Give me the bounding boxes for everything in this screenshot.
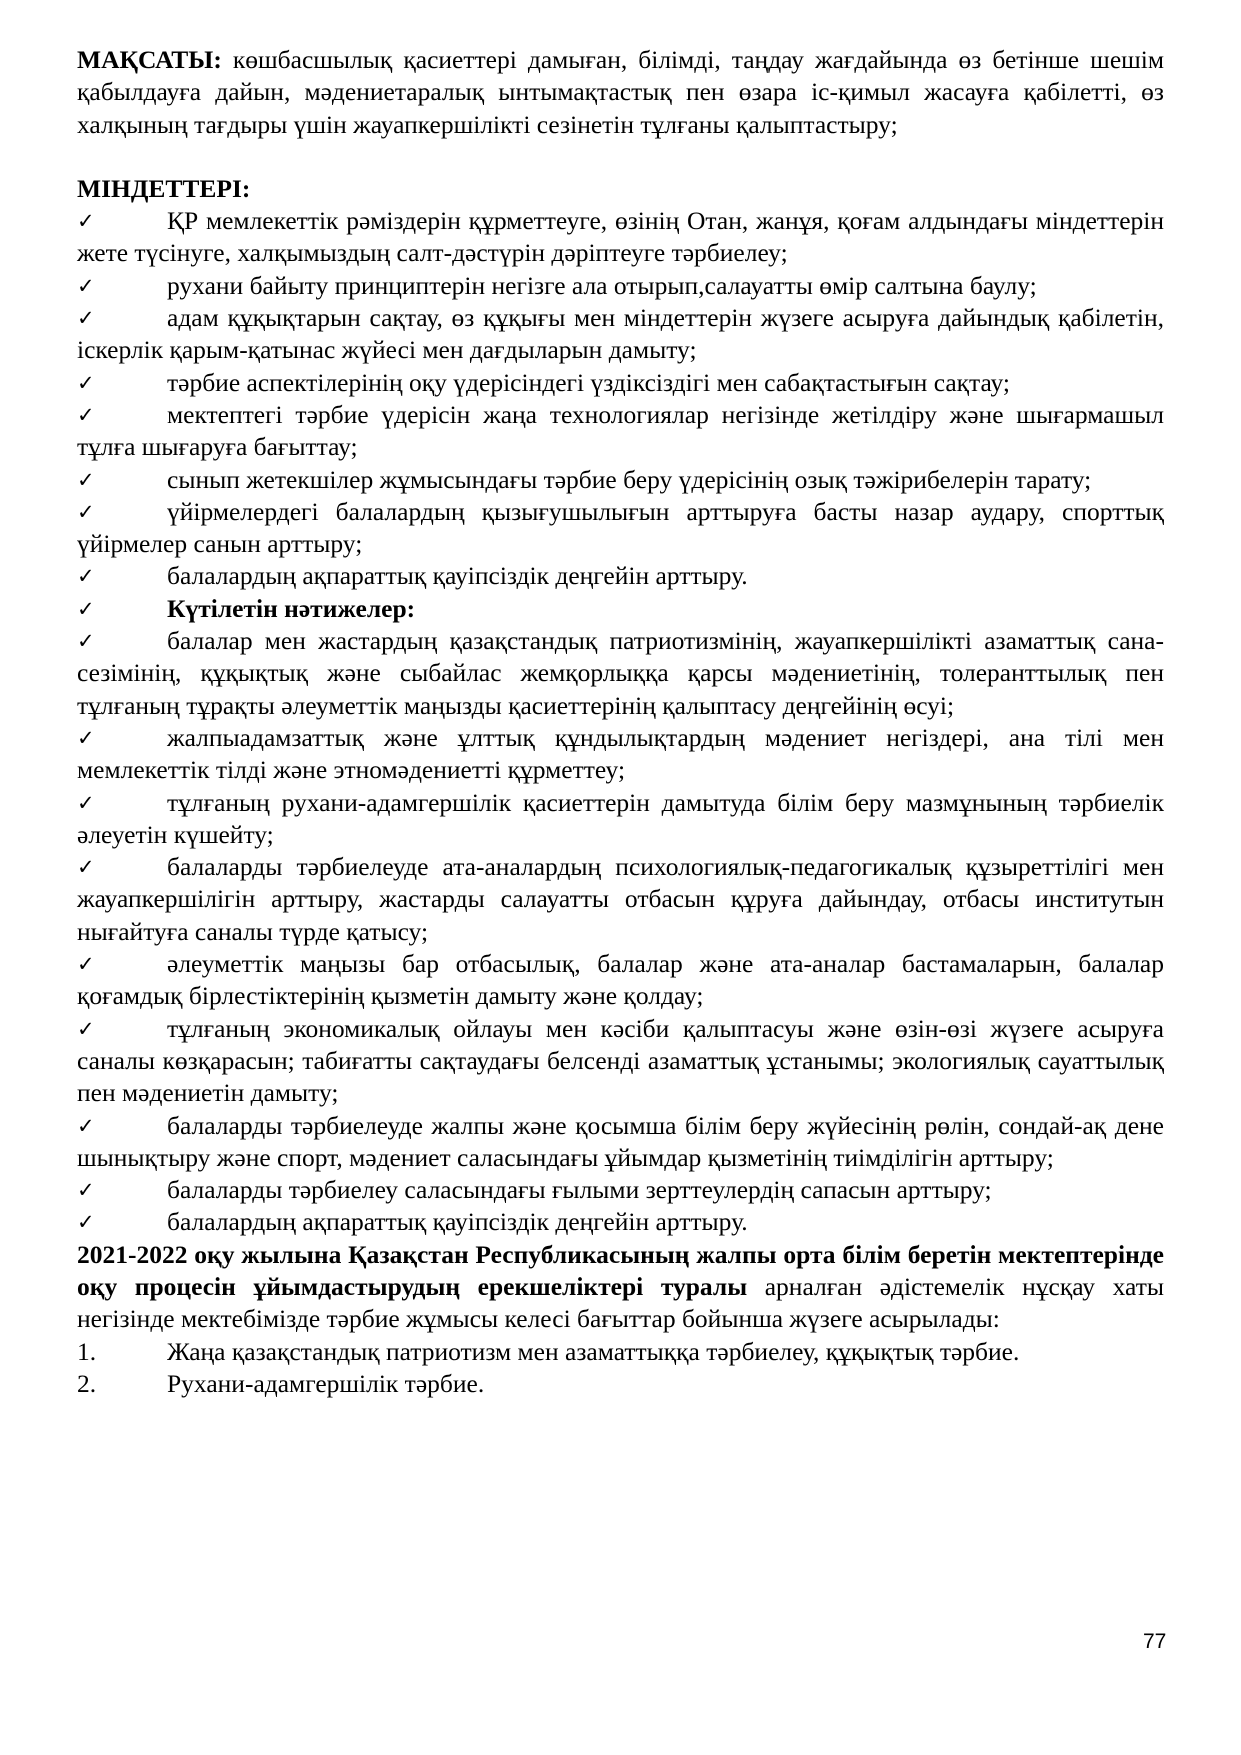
check-icon: ✓ [77, 467, 95, 492]
check-icon: ✓ [77, 725, 95, 750]
task-text: үйірмелердегі балалардың қызығушылығын арттыруға басты назар аудару, спорттық үйірмелер санын арттыру; [77, 496, 1164, 559]
check-icon: ✓ [77, 402, 95, 427]
task-item [77, 496, 1164, 561]
check-icon: ✓ [77, 1016, 95, 1041]
direction-number: 1. [77, 1336, 97, 1366]
check-icon: ✓ [77, 370, 95, 395]
closing-text: арналған әдістемелік нұсқау хаты негізінде мектебімізде тәрбие жұмысы келесі бағыттар бойынша жүзеге асырылады: [77, 1271, 1164, 1334]
direction-text: Жаңа қазақстандық патриотизм мен азаматтыққа тәрбиелеу, құқықтық тәрбие. [167, 1336, 1020, 1366]
task-text: балалардың ақпараттық қауіпсіздік деңгейін арттыру. [167, 1207, 748, 1237]
direction-number: 2. [77, 1368, 97, 1398]
task-text: тәрбие аспектілерінің оқу үдерісіндегі үздіксіздігі мен сабақтастығын сақтау; [167, 367, 1011, 397]
tasks-heading: МІНДЕТТЕРІ: [77, 173, 251, 203]
check-icon: ✓ [77, 306, 95, 331]
check-icon: ✓ [77, 790, 95, 815]
task-item [77, 851, 1164, 948]
direction-text: Рухани-адамгершілік тәрбие. [167, 1368, 485, 1398]
task-text: рухани байыту принциптерін негізге ала отырып,салауатты өмір салтына баулу; [167, 270, 1037, 300]
direction-item [77, 1368, 1164, 1400]
task-item [77, 787, 1164, 852]
task-text: балаларды тәрбиелеуде жалпы және қосымша білім беру жүйесінің рөлін, сондай-ақ дене шынықтыру және спорт, мәдениет саласындағы ұйымдар қызметінің тиімділігін арттыру; [77, 1110, 1164, 1172]
check-icon: ✓ [77, 1113, 95, 1138]
task-text: мектептегі тәрбие үдерісін жаңа технологиялар негізінде жетілдіру және шығармашыл тұлға шығаруға бағыттау; [77, 399, 1164, 462]
check-icon: ✓ [77, 629, 95, 654]
check-icon: ✓ [77, 1178, 95, 1203]
closing-bold-text: 2021-2022 оқу жылына Қазақстан Республикасының жалпы орта білім беретін мектептерінде оқу процесін ұйымдастырудың ерекшеліктері туралы [77, 1239, 1164, 1301]
task-item [77, 1174, 1164, 1206]
task-text: балаларды тәрбиелеу саласындағы ғылыми зерттеулердің сапасын арттыру; [167, 1175, 992, 1205]
task-text: балалардың ақпараттық қауіпсіздік деңгейін арттыру. [167, 561, 748, 591]
task-item [77, 1206, 1164, 1238]
check-icon: ✓ [77, 596, 95, 621]
task-text: балаларды тәрбиелеуде ата-аналардың психологиялық-педагогикалық құзыреттілігі мен жауапкершілігін арттыру, жастарды салауатты отбасын құруға дайындау, отбасы институтын нығайтуға саналы түрде қатысу; [77, 852, 1164, 946]
task-item [77, 205, 1164, 270]
task-item [77, 560, 1164, 592]
task-item [77, 1110, 1164, 1175]
check-icon: ✓ [77, 564, 95, 589]
document-page [77, 44, 1164, 1400]
check-icon: ✓ [77, 855, 95, 880]
task-item [77, 367, 1164, 399]
check-icon: ✓ [77, 209, 95, 234]
task-item [77, 270, 1164, 302]
task-text: балалар мен жастардың қазақстандық патриотизмінің, жауапкершілікті азаматтық сана-сезімінің, құқықтық және сыбайлас жемқорлыққа қарсы мәдениетінің, толеранттылық пен тұлғаның тұрақты әлеуметтік маңызды қасиеттерінің қалыптасу деңгейінің өсуі; [77, 626, 1164, 720]
task-item [77, 399, 1164, 464]
task-text: тұлғаның экономикалық ойлауы мен кәсіби қалыптасуы және өзін-өзі жүзеге асыруға саналы көзқарасын; табиғатты сақтаудағы белсенді азаматтық ұстанымы; экологиялық сауаттылық пен мәдениетін дамыту; [77, 1013, 1164, 1108]
task-item [77, 302, 1164, 367]
directions-list [77, 1336, 1164, 1401]
task-text: адам құқықтарын сақтау, өз құқығы мен міндеттерін жүзеге асыруға дайындық қабілетін, іскерлік қарым-қатынас жүйесі мен дағдыларын дамыту; [77, 303, 1164, 365]
spacer [77, 141, 1164, 173]
check-icon: ✓ [77, 1210, 95, 1235]
task-item [77, 948, 1164, 1013]
closing-paragraph [77, 1239, 1164, 1336]
task-text: әлеуметтік маңызы бар отбасылық, балалар және ата-аналар бастамаларын, балалар қоғамдық бірлестіктерінің қызметін дамыту және қолдау; [77, 949, 1164, 1011]
check-icon: ✓ [77, 273, 95, 298]
task-text: Күтілетін нәтижелер: [167, 593, 416, 623]
task-text: сынып жетекшілер жұмысындағы тәрбие беру үдерісінің озық тәжірибелерін тарату; [167, 464, 1092, 494]
task-item [77, 1013, 1164, 1110]
task-item [77, 593, 1164, 625]
check-icon: ✓ [77, 952, 95, 977]
task-text: ҚР мемлекеттік рәміздерін құрметтеуге, өзінің Отан, жанұя, қоғам алдындағы міндеттерін жете түсінуге, халқымыздың салт-дәстүрін дәріптеуге тәрбиелеу; [77, 206, 1164, 268]
page-number: 77 [1143, 1630, 1167, 1653]
goal-text: көшбасшылық қасиеттері дамыған, білімді, таңдау жағдайында өз бетінше шешім қабылдауға дайын, мәдениетаралық ынтымақтастық пен өзара іс-қимыл жасауға қабілетті, өз халқының тағдыры үшін жауапкершілікті сезінетін тұлғаны қалыптастыру; [77, 45, 1164, 139]
task-item [77, 625, 1164, 722]
goal-label: МАҚСАТЫ: [77, 45, 222, 74]
tasks-list [77, 205, 1164, 1239]
check-icon: ✓ [77, 499, 95, 524]
goal-paragraph [77, 44, 1164, 141]
direction-item [77, 1336, 1164, 1368]
task-item [77, 464, 1164, 496]
task-text: жалпыадамзаттық және ұлттық құндылықтардың мәдениет негіздері, ана тілі мен мемлекеттік тілді және этномәдениетті құрметтеу; [77, 722, 1164, 785]
task-text: тұлғаның рухани-адамгершілік қасиеттерін дамытуда білім беру мазмұнының тәрбиелік әлеуетін күшейту; [77, 787, 1164, 849]
task-item [77, 722, 1164, 787]
